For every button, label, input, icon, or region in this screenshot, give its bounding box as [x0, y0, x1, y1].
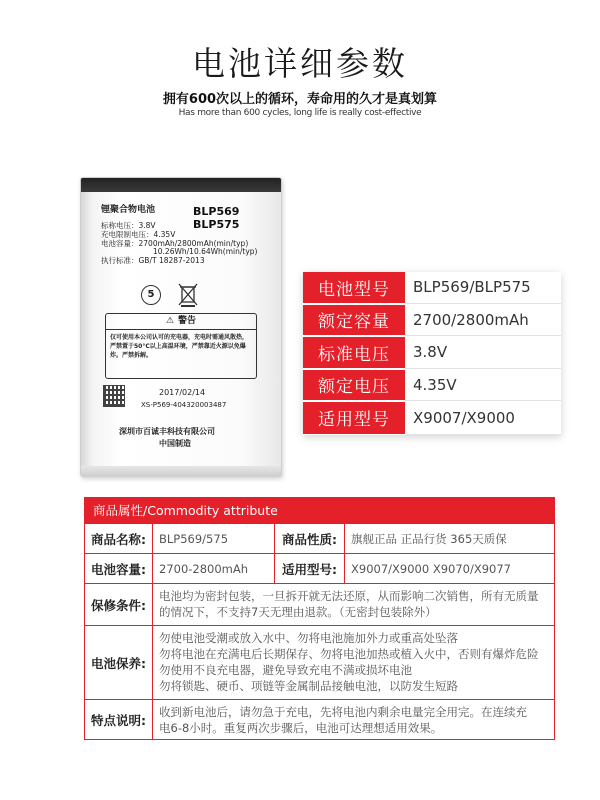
product-name-value: BLP569/575: [152, 524, 274, 553]
spec-key: 适用型号: [303, 402, 405, 435]
capacity-key: 电池容量:: [91, 561, 146, 577]
spec-value: 4.35V: [405, 370, 561, 402]
battery-date: 2017/02/14: [159, 388, 206, 397]
notes-line: 电6-8小时。重复两次步骤后，电池可达理想适用效果。: [159, 721, 443, 735]
guarantee-value: [152, 584, 554, 625]
battery-image: [80, 177, 282, 477]
product-nature-key: 商品性质:: [274, 524, 344, 553]
battery-company: 深圳市百诚丰科技有限公司: [119, 427, 215, 436]
care-line: 勿将锁匙、硬币、项链等金属制品接触电池，以防发生短路: [159, 679, 458, 693]
spec-key: 额定电压: [303, 370, 405, 402]
battery-nominal-voltage: 标称电压：3.8V: [101, 221, 156, 230]
spec-value: 3.8V: [405, 337, 561, 369]
battery-made-in: 中国制造: [159, 439, 191, 448]
spec-key: 电池型号: [303, 272, 405, 304]
spec-row: [303, 337, 561, 370]
product-nature-value: 旗舰正品 正品行货 365天质保: [344, 524, 554, 553]
commodity-row: [85, 583, 554, 625]
notes-value: [152, 700, 554, 739]
battery-charge-limit: 充电限制电压：4.35V: [101, 230, 176, 239]
guarantee-line: 电池均为密封包装，一旦拆开就无法还原，从而影响二次销售，所有无质量: [159, 589, 539, 603]
guarantee-key: 保修条件:: [91, 597, 146, 613]
compatible-models-value: X9007/X9000 X9070/X9077: [344, 554, 554, 583]
care-line: 勿使电池受潮或放入水中、勿将电池施加外力或重高处坠落: [159, 631, 458, 645]
warning-triangle-icon: ⚠: [165, 316, 175, 326]
battery-model-1: BLP569: [193, 205, 240, 218]
commodity-row: [85, 699, 554, 739]
page-subtitle: 拥有600次以上的循环，寿命用的久才是真划算: [162, 92, 438, 107]
battery-capacity: 电池容量：2700mAh/2800mAh(min/typ): [101, 239, 249, 248]
commodity-row: [85, 625, 554, 699]
spec-key: 额定容量: [303, 305, 405, 337]
battery-terminal-strip: [81, 178, 281, 192]
spec-value: X9007/X9000: [405, 402, 561, 435]
notes-line: 收到新电池后，请勿急于充电，先将电池内剩余电量完全用完。在连续充: [159, 705, 527, 719]
spec-key: 标准电压: [303, 337, 405, 369]
commodity-table: [84, 497, 555, 740]
spec-row: [303, 272, 561, 305]
care-line: 勿将电池在充满电后长期保存、勿将电池加热或植入火中，否则有爆炸危险: [159, 647, 539, 661]
crossed-bin-icon: [177, 282, 199, 308]
spec-value: BLP569/BLP575: [405, 272, 561, 304]
spec-table: [303, 272, 561, 435]
commodity-row: [85, 523, 554, 553]
compatible-models-key: 适用型号:: [274, 554, 344, 583]
warning-box: [105, 313, 257, 379]
page-title: 电池详细参数: [192, 44, 408, 83]
commodity-row: [85, 553, 554, 583]
recycle-icon: 5: [141, 285, 161, 305]
battery-model-2: BLP575: [193, 218, 240, 231]
battery-serial: XS-P569-404320003487: [141, 401, 227, 409]
care-key: 电池保养:: [91, 655, 146, 671]
spec-value: 2700/2800mAh: [405, 305, 561, 337]
battery-standard: 执行标准：GB/T 18287-2013: [101, 256, 205, 265]
warning-header: [106, 314, 256, 330]
notes-key: 特点说明:: [91, 712, 146, 728]
spec-row: [303, 370, 561, 403]
battery-bottom-edge: [81, 466, 281, 476]
qr-code: [103, 385, 125, 407]
warning-title: 警告: [178, 316, 197, 326]
capacity-value: 2700-2800mAh: [152, 554, 274, 583]
battery-energy: 10.26Wh/10.64Wh(min/typ): [153, 247, 258, 256]
battery-type: 锂聚合物电池: [101, 205, 156, 215]
commodity-header: 商品属性/Commodity attribute: [85, 498, 554, 523]
product-name-key: 商品名称:: [91, 531, 146, 547]
care-value: [152, 626, 554, 699]
spec-row: [303, 305, 561, 338]
spec-row: [303, 402, 561, 435]
guarantee-line: 的情况下，不支持7天无理由退款。（无密封包装除外）: [159, 605, 437, 619]
page-subtitle-english: Has more than 600 cycles, long life is really cost-effective: [178, 108, 422, 118]
care-line: 勿使用不良充电器，避免导致充电不满或损坏电池: [159, 663, 412, 677]
warning-text: 仅可使用本公司认可的充电器，充电时需通风散热，严禁置于50°C以上高温环境，严禁靠近火源以免爆炸。严禁拆解。: [110, 334, 249, 359]
